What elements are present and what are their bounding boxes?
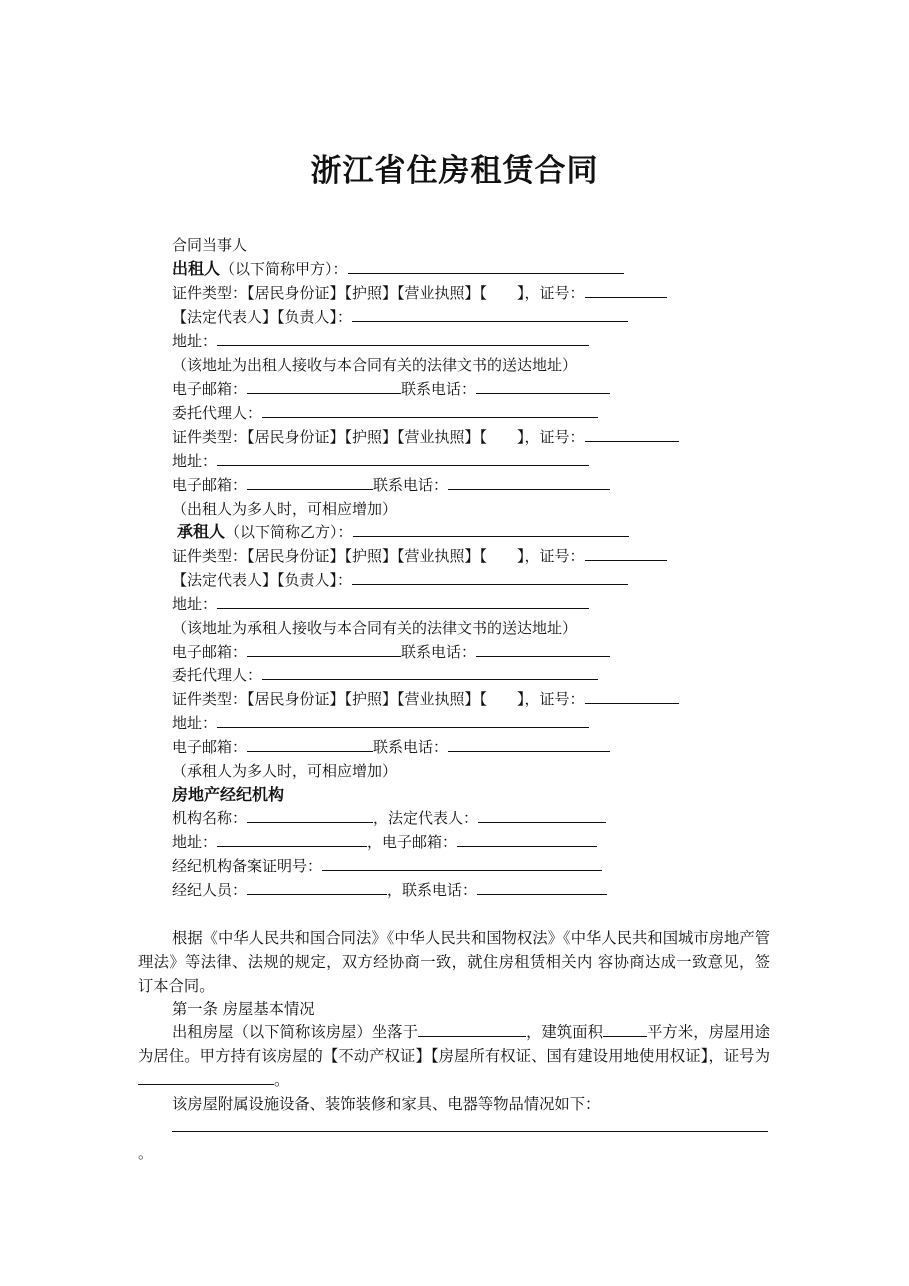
property-area-blank[interactable]	[603, 1022, 647, 1037]
lessor-agent-address-line	[172, 451, 589, 471]
agency-name-label: 机构名称：	[172, 809, 248, 827]
lessee-label: 承租人	[177, 522, 226, 541]
agency-broker-line	[172, 880, 607, 900]
article-1-paragraph-1	[138, 1020, 770, 1092]
lessor-agent-phone-label: 联系电话：	[373, 476, 449, 494]
agency-broker-blank[interactable]	[247, 880, 387, 895]
lessor-agent-address-label: 地址：	[172, 452, 218, 470]
lessee-rep-blank[interactable]	[352, 570, 628, 585]
lessee-line	[177, 522, 629, 542]
lessee-agent-address-blank[interactable]	[217, 713, 589, 728]
agency-phone-label: ，联系电话：	[387, 881, 478, 899]
lessor-agent-label: 委托代理人：	[172, 404, 263, 422]
lessee-agent-id-number-blank[interactable]	[585, 689, 679, 704]
lessee-id-number-blank[interactable]	[585, 546, 667, 561]
lessee-alias: （以下简称乙方）：	[225, 523, 353, 541]
lessee-id-type: 证件类型：【居民身份证】【护照】【营业执照】【 】，证号：	[172, 547, 585, 565]
article-1-certificate-text: 平方米，房屋用途为居住。甲方持有该房屋的【不动产权证】【房屋所有权证、国有建设用地使用权证】，证号为	[138, 1023, 770, 1065]
lessor-rep-blank[interactable]	[352, 307, 628, 322]
agency-legal-rep-label: ，法定代表人：	[373, 809, 479, 827]
lessor-agent-phone-blank[interactable]	[448, 475, 610, 490]
lessee-id-line	[172, 546, 667, 566]
agency-filing-label: 经纪机构备案证明号：	[172, 857, 323, 875]
lessor-id-line	[172, 283, 667, 303]
lessee-contact-line	[172, 642, 610, 662]
lessee-name-blank[interactable]	[353, 522, 629, 537]
lessee-address-note: （该地址为承租人接收与本合同有关的法律文书的送达地址）	[172, 619, 578, 637]
lessor-multi-note: （出租人为多人时，可相应增加）	[172, 500, 398, 518]
lessee-phone-blank[interactable]	[476, 642, 610, 657]
agency-email-label: ，电子邮箱：	[367, 833, 458, 851]
lessor-address-blank[interactable]	[217, 331, 589, 346]
article-1-area-label: ，建筑面积	[526, 1023, 603, 1041]
lessor-agent-email-blank[interactable]	[247, 475, 373, 490]
lessor-agent-contact-line	[172, 475, 610, 495]
lessor-agent-line	[172, 403, 598, 423]
facilities-blank[interactable]	[172, 1131, 768, 1132]
document-title: 浙江省住房租赁合同	[310, 153, 599, 189]
agency-phone-blank[interactable]	[477, 880, 607, 895]
agency-heading	[172, 785, 284, 805]
lessor-line	[172, 259, 624, 279]
lessee-rep-line	[172, 570, 628, 590]
lessor-agent-id-type: 证件类型：【居民身份证】【护照】【营业执照】【 】，证号：	[172, 428, 585, 446]
lessee-agent-line	[172, 665, 598, 685]
lessor-address-line	[172, 331, 589, 351]
lessee-agent-id-type: 证件类型：【居民身份证】【护照】【营业执照】【 】，证号：	[172, 690, 585, 708]
closing-period: 。	[138, 1144, 154, 1162]
lessee-address-blank[interactable]	[217, 594, 589, 609]
lessor-alias: （以下简称甲方）：	[220, 260, 348, 278]
agency-address-label: 地址：	[172, 833, 218, 851]
property-location-blank[interactable]	[418, 1022, 526, 1037]
article-1-end: 。	[274, 1071, 290, 1089]
lessor-label: 出租人	[172, 259, 221, 278]
article-1-paragraph-2: 该房屋附属设施设备、装饰装修和家具、电器等物品情况如下：	[172, 1095, 601, 1113]
lessor-rep-label: 【法定代表人】【负责人】：	[172, 308, 353, 326]
lessee-agent-address-label: 地址：	[172, 714, 218, 732]
lessee-email-blank[interactable]	[247, 642, 401, 657]
lessee-agent-email-blank[interactable]	[247, 737, 373, 752]
lessee-multi-note: （承租人为多人时，可相应增加）	[172, 762, 398, 780]
lessee-email-label: 电子邮箱：	[172, 643, 248, 661]
parties-heading: 合同当事人	[172, 236, 248, 254]
article-1-title: 第一条 房屋基本情况	[172, 1000, 315, 1018]
agency-filing-line	[172, 856, 602, 876]
lessor-rep-line	[172, 307, 628, 327]
lessor-email-blank[interactable]	[247, 379, 401, 394]
agency-broker-label: 经纪人员：	[172, 881, 248, 899]
preamble-paragraph: 根据《中华人民共和国合同法》《中华人民共和国物权法》《中华人民共和国城市房地产管理法》等法律、法规的规定，双方经协商一致，就住房租赁相关内 容协商达成一致意见，签订本合同。	[138, 929, 770, 995]
lessee-agent-id-line	[172, 689, 679, 709]
agency-email-blank[interactable]	[457, 832, 597, 847]
lessee-agent-label: 委托代理人：	[172, 666, 263, 684]
lessee-agent-blank[interactable]	[262, 665, 598, 680]
lessee-agent-phone-label: 联系电话：	[373, 738, 449, 756]
lessee-agent-address-line	[172, 713, 589, 733]
lessor-email-label: 电子邮箱：	[172, 380, 248, 398]
lessor-id-number-blank[interactable]	[585, 283, 667, 298]
agency-heading-text: 房地产经纪机构	[172, 785, 285, 804]
article-1-location-label: 出租房屋（以下简称该房屋）坐落于	[172, 1023, 419, 1041]
lessee-phone-label: 联系电话：	[401, 643, 477, 661]
agency-legal-rep-blank[interactable]	[478, 808, 606, 823]
lessor-agent-id-line	[172, 427, 679, 447]
lessee-address-line	[172, 594, 589, 614]
agency-filing-blank[interactable]	[322, 856, 602, 871]
certificate-number-blank[interactable]	[138, 1070, 274, 1085]
lessor-id-type: 证件类型：【居民身份证】【护照】【营业执照】【 】，证号：	[172, 284, 585, 302]
lessor-agent-id-number-blank[interactable]	[585, 427, 679, 442]
agency-name-line	[172, 808, 606, 828]
agency-address-line	[172, 832, 597, 852]
lessor-address-label: 地址：	[172, 332, 218, 350]
lessor-address-note: （该地址为出租人接收与本合同有关的法律文书的送达地址）	[172, 356, 578, 374]
lessee-agent-phone-blank[interactable]	[448, 737, 610, 752]
lessee-agent-email-label: 电子邮箱：	[172, 738, 248, 756]
lessee-rep-label: 【法定代表人】【负责人】：	[172, 571, 353, 589]
lessee-agent-contact-line	[172, 737, 610, 757]
lessor-agent-address-blank[interactable]	[217, 451, 589, 466]
lessor-name-blank[interactable]	[348, 259, 624, 274]
lessor-phone-blank[interactable]	[476, 379, 610, 394]
agency-address-blank[interactable]	[217, 832, 367, 847]
lessor-phone-label: 联系电话：	[401, 380, 477, 398]
lessor-agent-email-label: 电子邮箱：	[172, 476, 248, 494]
lessor-agent-blank[interactable]	[262, 403, 598, 418]
lessor-contact-line	[172, 379, 610, 399]
agency-name-blank[interactable]	[247, 808, 373, 823]
lessee-address-label: 地址：	[172, 595, 218, 613]
